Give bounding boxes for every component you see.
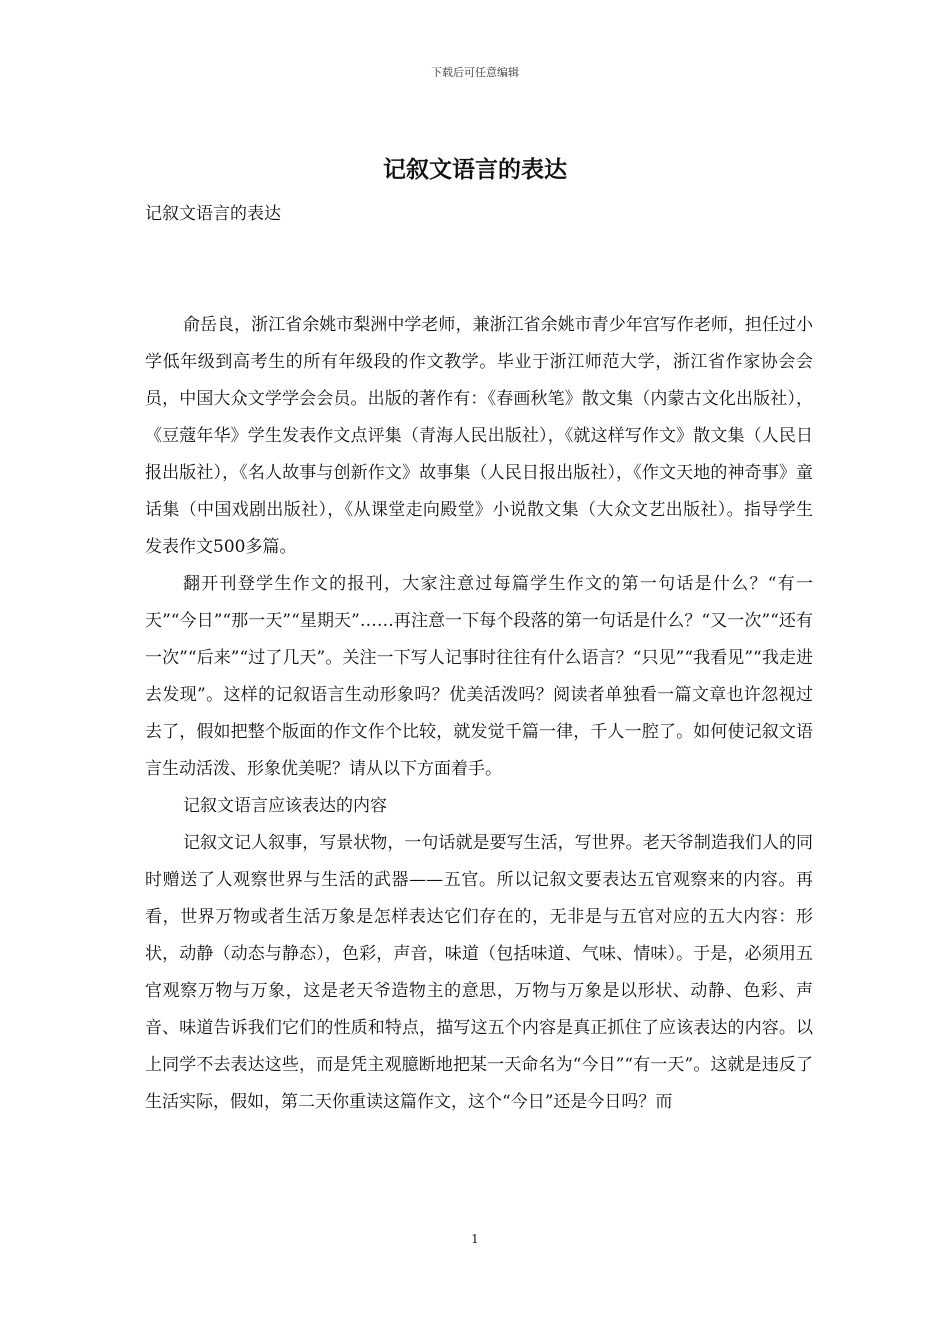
- body-paragraph: 记叙文记人叙事，写景状物，一句话就是要写生活，写世界。老天爷制造我们人的同时赠送了人观察世界与生活的武器——五官。所以记叙文要表达五官观察来的内容。再看，世界万物或者生活万象是怎样表达它们存在的，无非是与五官对应的五大内容：形状，动静（动态与静态），色彩，声音，味道（包括味道、气味、情味）。于是，必须用五官观察万物与万象，这是老天爷造物主的意思，万物与万象是以形状、动静、色彩、声音、味道告诉我们它们的性质和特点，描写这五个内容是真正抓住了应该表达的内容。以上同学不去表达这些，而是凭主观臆断地把某一天命名为“今日”“有一天”。这就是违反了生活实际，假如，第二天你重读这篇作文，这个“今日”还是今日吗？而: [145, 833, 813, 1112]
- document-body: [145, 196, 813, 1121]
- document-title: 记叙文语言的表达: [383, 156, 567, 183]
- author-bio-paragraph: 俞岳良，浙江省余姚市梨洲中学老师，兼浙江省余姚市青少年宫写作老师，担任过小学低年级到高考生的所有年级段的作文教学。毕业于浙江师范大学，浙江省作家协会会员，中国大众文学学会会员。出版的著作有：《春画秋笔》散文集（内蒙古文化出版社），《豆蔻年华》学生发表作文点评集（青海人民出版社），《就这样写作文》散文集（人民日报出版社），《名人故事与创新作文》故事集（人民日报出版社），《作文天地的神奇事》童话集（中国戏剧出版社），《从课堂走向殿堂》小说散文集（大众文艺出版社）。指导学生发表作文500多篇。: [145, 315, 813, 557]
- intro-paragraph: 翻开刊登学生作文的报刊，大家注意过每篇学生作文的第一句话是什么？“有一天”“今日”“那一天”“星期天”……再注意一下每个段落的第一句话是什么？“又一次”“还有一次”“后来”“过了几天”。关注一下写人记事时往往有什么语言？“只见”“我看见”“我走进去发现”。这样的记叙语言生动形象吗？优美活泼吗？阅读者单独看一篇文章也许忽视过去了，假如把整个版面的作文作个比较，就发觉千篇一律，千人一腔了。如何使记叙文语言生动活泼、形象优美呢？请从以下方面着手。: [145, 574, 813, 779]
- section-heading: 记叙文语言应该表达的内容: [183, 796, 387, 816]
- paragraph-spacer: [145, 270, 813, 307]
- page-number: 1: [471, 1232, 479, 1246]
- page-header-note: 下载后可任意编辑: [431, 66, 519, 79]
- document-subtitle: 记叙文语言的表达: [145, 204, 281, 224]
- paragraph-spacer: [145, 233, 813, 270]
